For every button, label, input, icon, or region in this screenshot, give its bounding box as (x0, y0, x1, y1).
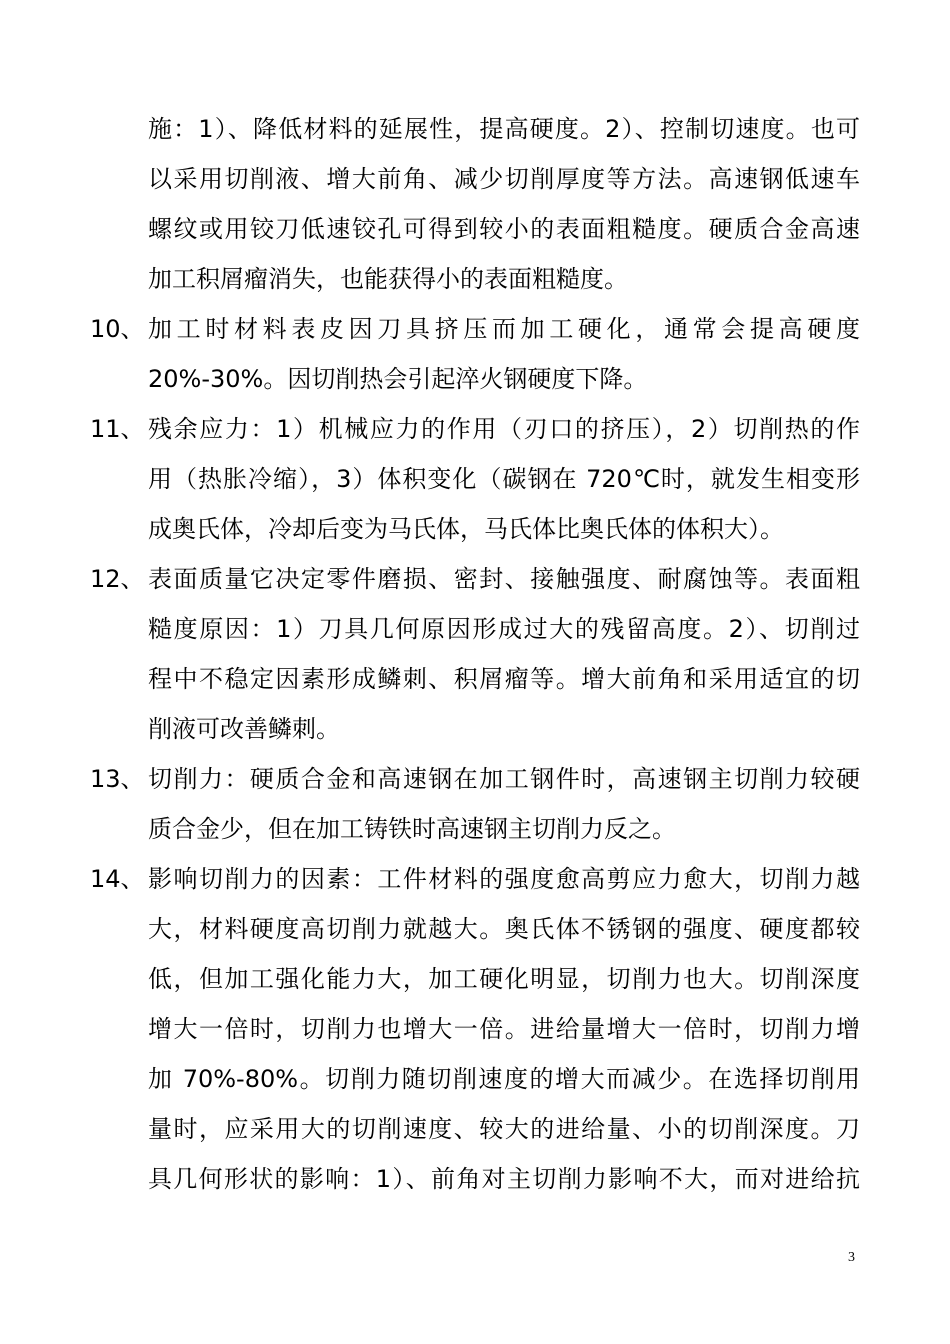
text-line: 切削力：硬质合金和高速钢在加工钢件时，高速钢主切削力较硬 (148, 765, 860, 793)
text-line: 具几何形状的影响：1）、前角对主切削力影响不大，而对进给抗 (148, 1165, 860, 1193)
text-line: 影响切削力的因素：工件材料的强度愈高剪应力愈大，切削力越 (148, 865, 860, 893)
item-number: 13、 (90, 765, 145, 793)
text-line: 低，但加工强化能力大，加工硬化明显，切削力也大。切削深度 (148, 965, 860, 993)
text-line: 增大一倍时，切削力也增大一倍。进给量增大一倍时，切削力增 (148, 1015, 860, 1043)
text-line: 加 70%-80%。切削力随切削速度的增大而减少。在选择切削用 (148, 1065, 860, 1093)
text-line: 20%-30%。因切削热会引起淬火钢硬度下降。 (148, 365, 648, 393)
text-line: 大，材料硬度高切削力就越大。奥氏体不锈钢的强度、硬度都较 (148, 915, 860, 943)
item-number: 11、 (90, 415, 145, 443)
page-number: 3 (848, 1250, 855, 1265)
item-number: 14、 (90, 865, 145, 893)
item-number: 12、 (90, 565, 145, 593)
text-line: 削液可改善鳞刺。 (148, 715, 340, 743)
text-line: 表面质量它决定零件磨损、密封、接触强度、耐腐蚀等。表面粗 (148, 565, 860, 593)
text-line: 量时，应采用大的切削速度、较大的进给量、小的切削深度。刀 (148, 1115, 860, 1143)
text-line: 加工时材料表皮因刀具挤压而加工硬化，通常会提高硬度 (148, 315, 860, 343)
text-line: 螺纹或用铰刀低速铰孔可得到较小的表面粗糙度。硬质合金高速 (148, 215, 860, 243)
text-line: 质合金少，但在加工铸铁时高速钢主切削力反之。 (148, 815, 676, 843)
item-number: 10、 (90, 315, 145, 343)
text-line: 糙度原因：1）刀具几何原因形成过大的残留高度。2）、切削过 (148, 615, 860, 643)
text-line: 用（热胀冷缩），3）体积变化（碳钢在 720℃时，就发生相变形 (148, 465, 860, 493)
text-line: 加工积屑瘤消失，也能获得小的表面粗糙度。 (148, 265, 628, 293)
text-line: 程中不稳定因素形成鳞刺、积屑瘤等。增大前角和采用适宜的切 (148, 665, 860, 693)
text-line: 施：1）、降低材料的延展性，提高硬度。2）、控制切速度。也可 (148, 115, 860, 143)
text-line: 残余应力：1）机械应力的作用（刃口的挤压），2）切削热的作 (148, 415, 860, 443)
text-line: 成奥氏体，冷却后变为马氏体，马氏体比奥氏体的体积大）。 (148, 515, 784, 543)
text-line: 以采用切削液、增大前角、减少切削厚度等方法。高速钢低速车 (148, 165, 860, 193)
